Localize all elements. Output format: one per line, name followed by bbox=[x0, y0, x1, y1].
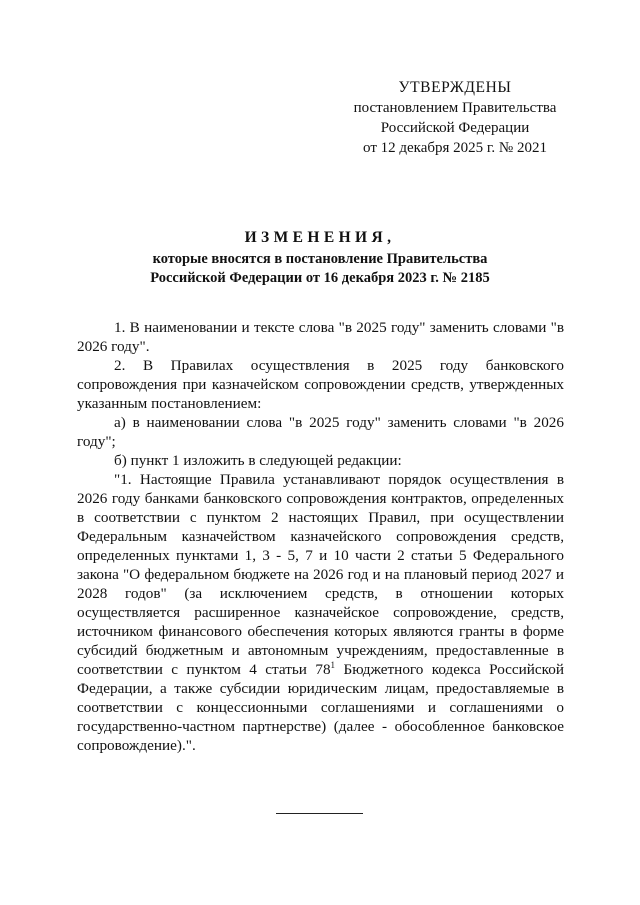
approval-line-2: Российской Федерации bbox=[380, 120, 530, 136]
paragraph-2: 2. В Правилах осуществления в 2025 году банковского сопровождения при казначейском сопровождении средств, утвержденных указанным постановлением: bbox=[77, 357, 564, 412]
paragraph-1: 1. В наименовании и тексте слова "в 2025 году" заменить словами "в 2026 году". bbox=[77, 319, 564, 355]
heading-title: ИЗМЕНЕНИЯ, bbox=[244, 229, 396, 246]
heading-subtitle-2: Российской Федерации от 16 декабря 2023 г. № 2185 bbox=[150, 270, 490, 286]
paragraph-3: а) в наименовании слова "в 2025 году" заменить словами "в 2026 году"; bbox=[77, 414, 564, 450]
paragraph-4: б) пункт 1 изложить в следующей редакции: bbox=[114, 452, 402, 469]
paragraph-5 bbox=[77, 470, 564, 755]
paragraph-5-text-a: "1. Настоящие Правила устанавливают порядок осуществления в 2026 году банками банковского сопровождения контрактов, определенных в соответствии с пунктом 2 настоящих Правил, при осуществлении Федеральным казначейством казначейского сопровождения средств, определенных пунктами 1, 3 - 5, 7 и 10 части 2 статьи 5 Федерального закона "О федеральном бюджете на 2026 год и на плановый период 2027 и 2028 годов" (за исключением средств, в отношении которых осуществляется расширенное казначейское сопровождение, средств, источником финансового обеспечения которых являются гранты в форме субсидий бюджетным и автономным учреждениям, предоставленные в соответствии с пунктом 4 статьи 78 bbox=[77, 471, 564, 678]
approval-stamp bbox=[330, 78, 580, 158]
closing-divider bbox=[276, 813, 363, 814]
article-superscript: 1 bbox=[330, 659, 336, 670]
paragraph-5-text-b: Бюджетного кодекса Российской Федерации, а также субсидии юридическим лицам, предоставляемые в соответствии с концессионными соглашениями и соглашениями о государственно-частном партнерстве) (далее - обособленное банковское сопровождение).". bbox=[77, 661, 564, 754]
approval-title: УТВЕРЖДЕНЫ bbox=[398, 79, 512, 96]
approval-line-1: постановлением Правительства bbox=[353, 100, 557, 116]
document-body bbox=[77, 318, 564, 755]
heading-subtitle-1: которые вносятся в постановление Правительства bbox=[152, 251, 488, 267]
document-heading bbox=[70, 226, 570, 288]
approval-line-3: от 12 декабря 2025 г. № 2021 bbox=[363, 140, 547, 156]
